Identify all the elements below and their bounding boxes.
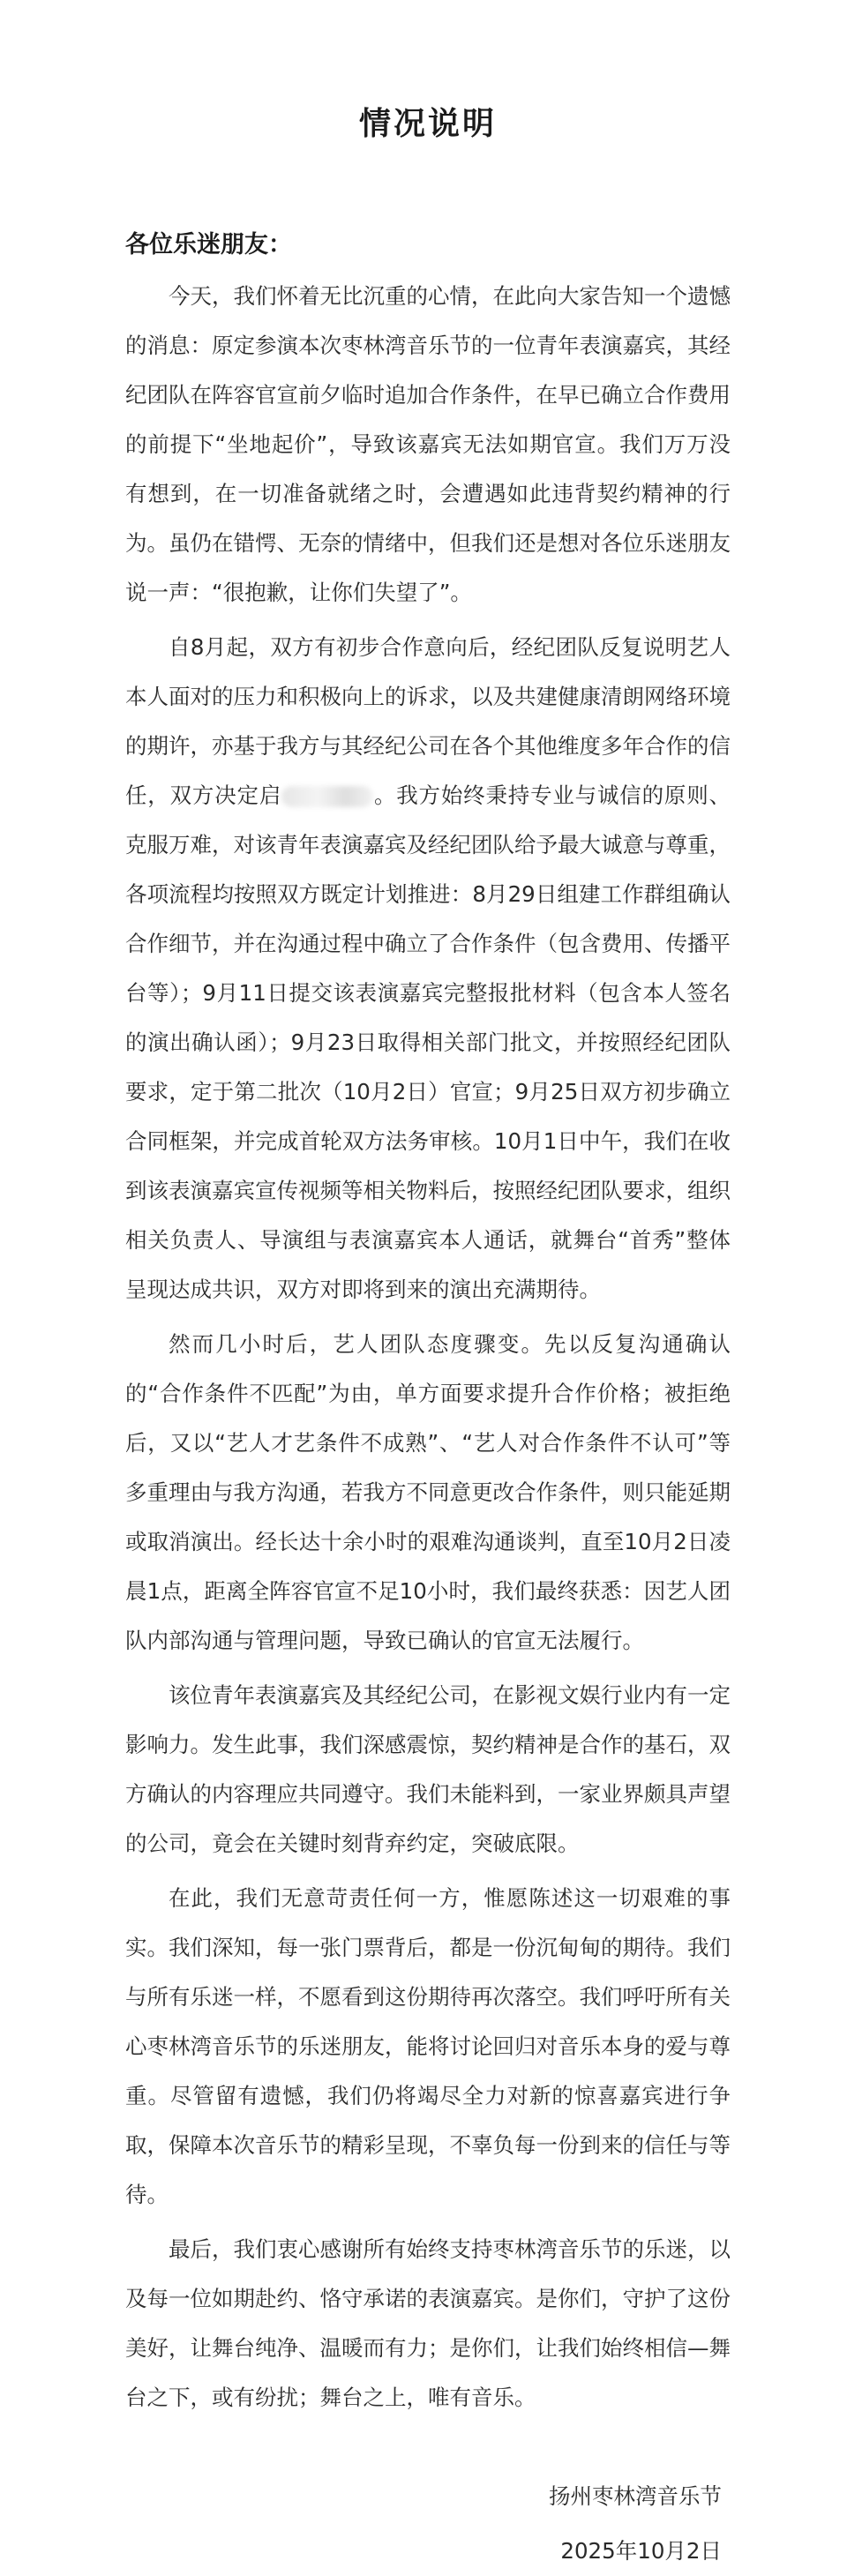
signature-date: 2025年10月2日 — [560, 2538, 722, 2564]
paragraph-4: 该位青年表演嘉宾及其经纪公司，在影视文娱行业内有一定影响力。发生此事，我们深感震惊，契约精神是合作的基石，双方确认的内容理应共同遵守。我们未能料到，一家业界颇具声望的公司，竟会在关键时刻背弃约定，突破底限。 — [125, 1682, 731, 1856]
salutation: 各位乐迷朋友： — [125, 231, 292, 258]
paragraph-6: 最后，我们衷心感谢所有始终支持枣林湾音乐节的乐迷，以及每一位如期赴约、恪守承诺的表演嘉宾。是你们，守护了这份美好，让舞台纯净、温暖而有力；是你们，让我们始终相信—舞台之下，或有纷扰；舞台之上，唯有音乐。 — [125, 2236, 731, 2410]
document-title: 情况说明 — [358, 106, 497, 142]
redacted-blur — [281, 786, 373, 807]
signature-block — [125, 2472, 731, 2576]
paragraph-2-part-1: 自8月起，双方有初步合作意向后，经纪团队反复说明艺人本人面对的压力和积极向上的诉求，以及共建健康清朗网络环境的期许，亦基于我方与其经纪公司在各个其他维度多年合作的信任，双方决定启 — [125, 634, 731, 808]
signature-organization: 扬州枣林湾音乐节 — [549, 2483, 722, 2509]
paragraph-5: 在此，我们无意苛责任何一方，惟愿陈述这一切艰难的事实。我们深知，每一张门票背后，都是一份沉甸甸的期待。我们与所有乐迷一样，不愿看到这份期待再次落空。我们呼吁所有关心枣林湾音乐节的乐迷朋友，能将讨论回归对音乐本身的爱与尊重。尽管留有遗憾，我们仍将竭尽全力对新的惊喜嘉宾进行争取，保障本次音乐节的精彩呈现，不辜负每一份到来的信任与等待。 — [125, 1885, 731, 2207]
paragraph-3: 然而几小时后，艺人团队态度骤变。先以反复沟通确认的“合作条件不匹配”为由，单方面要求提升合作价格；被拒绝后，又以“艺人才艺条件不成熟”、“艺人对合作条件不认可”等多重理由与我方沟通，若我方不同意更改合作条件，则只能延期或取消演出。经长达十余小时的艰难沟通谈判，直至10月2日凌晨1点，距离全阵容官宣不足10小时，我们最终获悉：因艺人团队内部沟通与管理问题，导致已确认的官宣无法履行。 — [125, 1331, 731, 1653]
paragraph-1: 今天，我们怀着无比沉重的心情，在此向大家告知一个遗憾的消息：原定参演本次枣林湾音乐节的一位青年表演嘉宾，其经纪团队在阵容官宣前夕临时追加合作条件，在早已确立合作费用的前提下“坐地起价”，导致该嘉宾无法如期官宣。我们万万没有想到，在一切准备就绪之时，会遭遇如此违背契约精神的行为。虽仍在错愕、无奈的情绪中，但我们还是想对各位乐迷朋友说一声：“很抱歉，让你们失望了”。 — [125, 283, 731, 605]
paragraph-2-part-2: 。我方始终秉持专业与诚信的原则、克服万难，对该青年表演嘉宾及经纪团队给予最大诚意与尊重，各项流程均按照双方既定计划推进：8月29日组建工作群组确认合作细节，并在沟通过程中确立了合作条件（包含费用、传播平台等）；9月11日提交该表演嘉宾完整报批材料（包含本人签名的演出确认函）；9月23日取得相关部门批文，并按照经纪团队要求，定于第二批次（10月2日）官宣；9月25日双方初步确立合同框架，并完成首轮双方法务审核。10月1日中午，我们在收到该表演嘉宾宣传视频等相关物料后，按照经纪团队要求，组织相关负责人、导演组与表演嘉宾本人通话，就舞台“首秀”整体呈现达成共识，双方对即将到来的演出充满期待。 — [125, 783, 731, 1302]
paragraph-2 — [125, 623, 731, 1314]
